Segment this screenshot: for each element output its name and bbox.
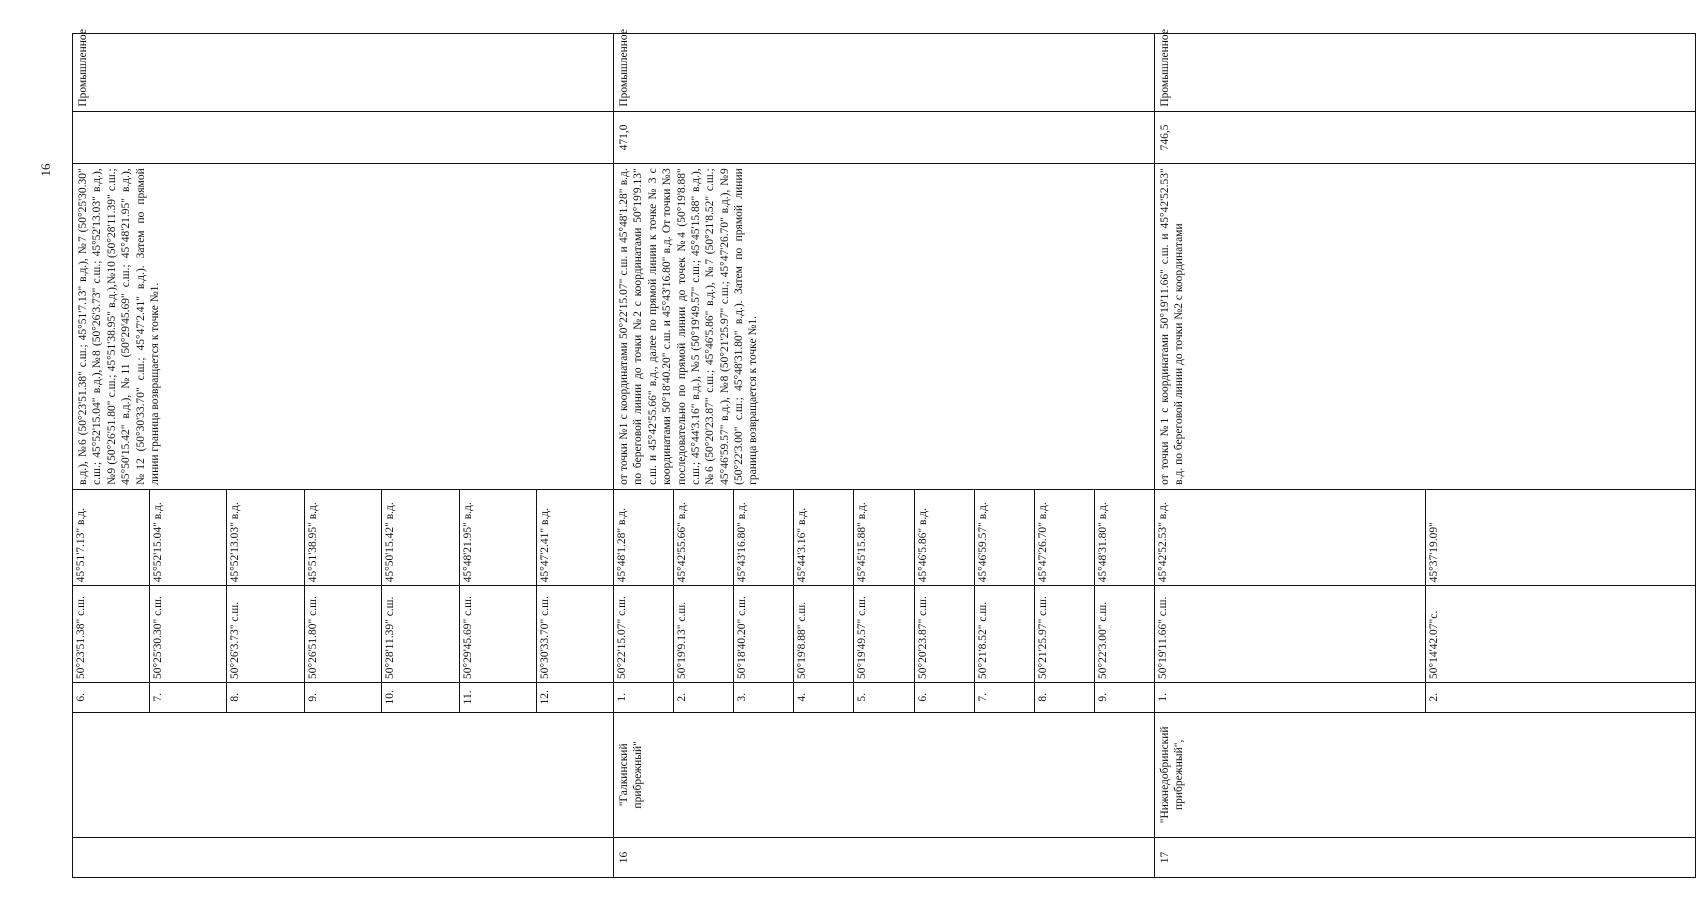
coordinates-subtable [73, 490, 613, 712]
coordinate-row: 10. 50°28'11.39" с.ш. 45°50'15.42" в.д. [382, 490, 460, 712]
fishing-areas-table [72, 29, 1696, 878]
table-row [1155, 34, 1696, 878]
fishery-type: Промышленное [614, 34, 1155, 112]
coordinate-row: 1. 50°19'11.66" с.ш. 45°42'52.53" в.д. [1155, 490, 1425, 712]
coordinates-cell [614, 489, 1155, 712]
coordinate-row: 3. 50°18'40.20" с.ш. 45°43'16.80" в.д. [733, 490, 793, 712]
fishery-type: Промышленное [73, 34, 614, 112]
coordinate-row: 9. 50°26'51.80" с.ш. 45°51'38.95" в.д. [304, 490, 382, 712]
fishery-type: Промышленное [1155, 34, 1696, 112]
area-name-cell: "Нижнедобринский прибрежный", [1155, 712, 1696, 837]
coordinate-row: 12. 50°30'33.70" с.ш. 45°47'2.41" в.д. [537, 490, 613, 712]
row-number-cell: 17 [1155, 837, 1696, 877]
boundary-description: в.д.), №6 (50°23'51.38" с.ш.; 45°51'7.13" в.д.), №7 (50°25'30.30" с.ш.; 45°52'15.04" в.д.),№8 (50°26'3.73" с.ш.; 45°52'13.03" в.д.), №9 (50°26'51.80" с.ш.; 45°51'38.95" в.д.),№10 (50°28'11.39" с.ш.; 45°50'15.42" в.д.), №11 (50°29'45.69" с.ш.; 45°48'21.95" в.д.), №12 (50°30'33.70" с.ш.; 45°47'2.41" в.д.). Затем по прямой линии граница возвращается к точке №1. [73, 164, 614, 490]
boundary-description: от точки №1 с координатами 50°22'15.07" с.ш. и 45°48'1.28" в.д. по береговой линии до точки №2 с координатами 50°19'9.13" с.ш. и 45°42'55.66" в.д., далее по прямой линии к точке № 3 с координатами 50°18'40.20" с.ш. и 45°43'16.80" в.д. От точки №3 последовательно по прямой линии до точек №4 (50°19'8.88" с.ш.; 45°44'3.16" в.д.), №5 (50°19'49.57" с.ш.; 45°45'15.88" в.д.), №6 (50°20'23.87" с.ш.; 45°46'5.86" в.д.), №7 (50°21'8.52" с.ш.; 45°46'59.57" в.д.), №8 (50°21'25.97" с.ш.; 45°47'26.70" в.д.), №9 (50°22'3.00" с.ш.; 45°48'31.80" в.д.). Затем по прямой линии граница возвращается к точке №1. [614, 164, 1155, 490]
area-value: 471,0 [614, 111, 1155, 164]
area-name-cell: "Галкинский прибрежный" [614, 712, 1155, 837]
area-name-cell [73, 712, 614, 837]
coordinate-row: 2. 50°14'42.07"с. 45°37'19.09" [1425, 490, 1695, 712]
row-number-cell [73, 837, 614, 877]
coordinates-cell [1155, 489, 1696, 712]
coordinate-row: 4. 50°19'8.88" с.ш. 45°44'3.16" в.д. [794, 490, 854, 712]
coordinates-subtable [614, 490, 1154, 712]
coordinate-row: 2. 50°19'9.13" с.ш. 45°42'55.66" в.д. [673, 490, 733, 712]
coordinate-row: 7. 50°21'8.52" с.ш. 45°46'59.57" в.д. [974, 490, 1034, 712]
coordinate-row: 8. 50°21'25.97" с.ш. 45°47'26.70" в.д. [1035, 490, 1095, 712]
coordinates-cell [73, 489, 614, 712]
coordinate-row: 7. 50°25'30.30" с.ш. 45°52'15.04" в.д. [149, 490, 227, 712]
page-number: 16 [38, 163, 53, 177]
coordinate-row: 8. 50°26'3.73" с.ш. 45°52'13.03" в.д. [227, 490, 305, 712]
coordinate-row: 9. 50°22'3.00" с.ш. 45°48'31.80" в.д. [1095, 490, 1154, 712]
coordinate-row: 11. 50°29'45.69" с.ш. 45°48'21.95" в.д. [459, 490, 537, 712]
coordinate-row: 6. 50°20'23.87" с.ш. 45°46'5.86" в.д. [914, 490, 974, 712]
coordinate-row: 6. 50°23'51.38" с.ш. 45°51'7.13" в.д. [73, 490, 149, 712]
coordinates-subtable [1155, 490, 1695, 712]
area-value: 746,5 [1155, 111, 1696, 164]
boundary-description: от точки №1 с координатами 50°19'11.66" с.ш. и 45°42'52.53" в.д. по береговой линии до точки №2 с координатами [1155, 164, 1696, 490]
table-row [614, 34, 1155, 878]
area-value [73, 111, 614, 164]
row-number-cell: 16 [614, 837, 1155, 877]
rotated-table-container [72, 29, 1440, 878]
coordinate-row: 1. 50°22'15.07" с.ш. 45°48'1.28" в.д. [614, 490, 673, 712]
coordinate-row: 5. 50°19'49.57" с.ш. 45°45'15.88" в.д. [854, 490, 914, 712]
table-row [73, 34, 614, 878]
